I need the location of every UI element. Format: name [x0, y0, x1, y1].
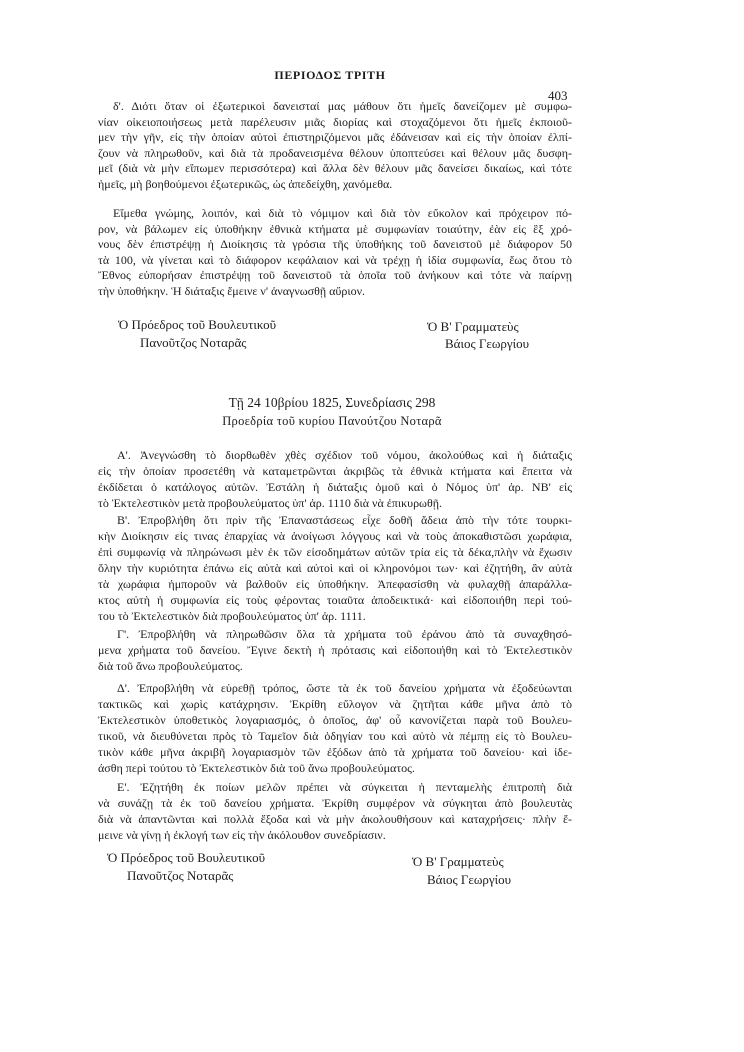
paragraph-line: κτος αὐτὴ ἡ συμφωνία εἰς τοὺς φέροντας τοιαῦτα ἀποδεικτικά· καὶ εἰδοποιήθη περὶ τού-: [98, 593, 572, 607]
paragraph-line: μεν τὴν γῆν, εἰς τὴν ὁποίαν αὐτοὶ ἐπιστηριζόμενοι μᾶς ἐδάνεισαν καὶ εἰς τὴν ὁποίαν ἐλπί-: [98, 130, 572, 144]
paragraph-line: τικὸν κάθε μῆνα ἀκριβῆ λογαριασμὸν τῶν ἐξόδων ἀπὸ τὰ χρήματα τοῦ δανείου· καὶ ἰδε-: [98, 745, 572, 759]
secretary-name: Βάιος Γεωργίου: [427, 872, 512, 887]
paragraph-line: Α'. Ἀνεγνώσθη τὸ διορθωθὲν χθὲς σχέδιον τοῦ νόμου, ἀκολούθως καὶ ἡ διάταξις: [117, 448, 572, 462]
paragraph-alpha: [98, 447, 572, 511]
president-name: Πανοῦτζος Νοταρᾶς: [127, 868, 234, 883]
paragraph-line: ζουν νὰ πληρωθοῦν, καὶ διὰ τὰ προδανεισμένα θέλουν ὑποπτεύσει καὶ θέλουν μᾶς δυσφη-: [98, 145, 572, 160]
paragraph-gamma: [98, 626, 572, 674]
paragraph-line: νὰ συνάζῃ τὰ ἐκ τοῦ δανείου χρήματα. Ἐκρίθη συμφέρον νὰ σύγκηται ἀπὸ βουλευτὰς: [98, 796, 572, 810]
paragraph-line: εἰς τὴν ὁποίαν προσετέθη νὰ καταμετρῶνται ἀκριβῶς τὰ ἐθνικὰ κτήματα καὶ ἔπειτα νὰ: [98, 464, 572, 478]
paragraph-line: τὴν ὑποθήκην. Ἡ διάταξις ἔμεινε ν' ἀναγνωσθῇ αὔριον.: [98, 283, 365, 298]
paragraph-epsilon: [98, 779, 572, 843]
paragraph-line: τακτικῶς καὶ χωρὶς κατάχρησιν. Ἐκρίθη εὔλογον νὰ ζητῆται κάθε μῆνα ἀπὸ τὸ: [98, 697, 572, 711]
paragraph-line: δ'. Διότι ὅταν οἱ ἐξωτερικοὶ δανεισταί μας μάθουν ὅτι ἡμεῖς δανείζομεν μὲ συμφω-: [113, 99, 572, 113]
paragraph-line: άσθη περὶ τούτου τὸ Ἐκτελεστικὸν διὰ τοῦ ἄνω προβουλεύματος.: [98, 761, 415, 775]
session-subheading: Προεδρία τοῦ κυρίου Πανούτζου Νοταρᾶ: [222, 414, 442, 428]
paragraph-line: ἐκδίδεται ὁ κατάλογος αὐτῶν. Ἐστάλη ἡ διάταξις ὁμοῦ καὶ ὁ Νόμος ὑπ' ἀρ. ΝΒ' εἰς: [98, 480, 572, 494]
paragraph-line: κὴν Διοίκησιν εἰς τινας ἐπαρχίας νὰ ἀνοίγωσι λόγγους καὶ νὰ τοὺς ἀποκαθιστῶσι χωράφια,: [98, 529, 572, 543]
paragraph-line: διὰ νὰ ἀπαντῶνται καὶ πολλὰ ἔξοδα καὶ νὰ μὴν ἀκολουθήσουν καὶ καταχρήσεις· πλὴν ἔ-: [98, 812, 572, 826]
paragraph-delta: [98, 99, 572, 192]
paragraph-line: μεινε νὰ γίνῃ ἡ ἐκλογή των εἰς τὴν ἀκόλουθον συνεδρίασιν.: [98, 828, 386, 842]
page-number: 403: [548, 88, 568, 103]
paragraph-line: διὰ τοῦ ἄνω προβουλεύματος.: [98, 659, 243, 673]
paragraph-line: Γ'. Ἐπροβλήθη νὰ πληρωθῶσιν ὅλα τὰ χρήματα τοῦ ἐράνου ἀπὸ τὰ συναχθησό-: [117, 627, 572, 641]
paragraph-line: νίαν οἰκειοποιήσεως μετὰ παρέλευσιν μιᾶς διορίας καὶ στοχαζόμενοι ὅτι ἡμεῖς ἐκποιοῦ-: [98, 114, 572, 129]
paragraph-line: του τὸ Ἐκτελεστικὸν διὰ προβουλεύματος ὑπ' ἀρ. 1111.: [98, 609, 366, 623]
president-name: Πανοῦτζος Νοταρᾶς: [140, 335, 247, 350]
paragraph-line: Δ'. Ἐπροβλήθη νὰ εὑρεθῇ τρόπος, ὥστε τὰ ἐκ τοῦ δανείου χρήματα νὰ ἐξοδεύωνται: [117, 681, 572, 695]
secretary-title: Ὁ Β' Γραμματεὺς: [412, 854, 504, 869]
paragraph-line: Ἔθνος εὐπορήσαν ἐπιστρέψῃ τοῦ δανειστοῦ τὰ ὁποῖα τοῦ ἀνήκουν καὶ τότε νὰ παίρνῃ: [98, 268, 572, 282]
president-title: Ὁ Πρόεδρος τοῦ Βουλευτικοῦ: [118, 317, 277, 332]
paragraph-opinion: [98, 206, 572, 299]
session-heading: Τῇ 24 10βρίου 1825, Συνεδρίασις 298: [228, 395, 436, 410]
paragraph-delta-upper: [98, 680, 572, 776]
paragraph-line: Ε'. Ἐζητήθη ἐκ ποίων μελῶν πρέπει νὰ σύγκειται ἡ πενταμελὴς ἐπιτροπὴ διὰ: [117, 780, 572, 794]
paragraph-line: ρον, νὰ βάλωμεν εἰς ὑποθήκην ἐθνικὰ κτήματα μὲ συμφωνίαν τοιαύτην, ἐὰν εἰς ἓξ χρό-: [98, 221, 572, 236]
paragraph-line: Β'. Ἐπροβλήθη ὅτι πρὶν τῆς Ἐπαναστάσεως εἶχε δοθῆ ἄδεια ἀπὸ τὴν τότε τουρκι-: [117, 513, 572, 527]
paragraph-line: ἐπὶ συμφωνίᾳ νὰ πληρώνωσι μὲν ἐκ τῶν εἰσοδημάτων αὐτῶν τρία εἰς τὰ δέκα,πλὴν νὰ ἔχωσιν: [98, 545, 572, 559]
paragraph-beta: [98, 512, 572, 624]
paragraph-line: νους δὲν ἐπιστρέψῃ ἡ Διοίκησις τὰ γρόσια τῆς ὑποθήκης τοῦ δανειστοῦ μὲ διάφορον 50: [98, 237, 572, 251]
paragraph-line: ἡμεῖς, μὴ βοηθούμενοι ἐξωτερικῶς, ὡς ἀπεδείχθη, χανόμεθα.: [98, 176, 393, 191]
paragraph-line: τὸ Ἐκτελεστικὸν μετὰ προβουλεύματος ὑπ' ἀρ. 1110 διὰ νὰ ἐπικυρωθῇ.: [98, 496, 442, 510]
running-head: ΠΕΡΙΟΔΟΣ ΤΡΙΤΗ: [274, 68, 386, 82]
paragraph-line: τὰ χωράφια ἠμποροῦν νὰ βαλθοῦν εἰς ὑποθήκην. Ἀπεφασίσθη νὰ φυλαχθῇ ἀπαράλλα-: [98, 577, 572, 591]
paragraph-line: Εἴμεθα γνώμης, λοιπόν, καὶ διὰ τὸ νόμιμον καὶ διὰ τὸν εὔκολον καὶ πρόχειρον πό-: [113, 206, 572, 220]
paragraph-line: τικοῦ, νὰ διευθύνεται πρὸς τὸ Ταμεῖον διὰ ὁδηγίαν του καὶ αὐτὸ νὰ πέμπῃ εἰς τὸ Βουλευ-: [98, 729, 572, 743]
paragraph-line: μεῖ (διὰ νὰ μὴν εἴπωμεν περισσότερα) καὶ ἄλλα δὲν θέλουν μᾶς δανείσει δικαίως, καὶ τότε: [98, 161, 572, 175]
secretary-name: Βάιος Γεωργίου: [445, 336, 530, 351]
president-title: Ὁ Πρόεδρος τοῦ Βουλευτικοῦ: [107, 850, 266, 865]
paragraph-line: Ἐκτελεστικὸν ὑποθετικὸς λογαριασμός, ὁ ὁποῖος, ἀφ' οὗ κανονίζεται παρὰ τοῦ Βουλευ-: [98, 713, 572, 727]
paragraph-line: μενα χρήματα τοῦ δανείου. Ἔγινε δεκτὴ ἡ πρότασις καὶ εἰδοποιήθη καὶ τὸ Ἐκτελεστικὸν: [98, 643, 572, 657]
paragraph-line: τὰ 100, νὰ γίνεται καὶ τὸ διάφορον κεφάλαιον καὶ νὰ τρέχῃ ἡ ἰδία συμφωνία, ἕως ὅτου τὸ: [98, 252, 572, 267]
secretary-title: Ὁ Β' Γραμματεὺς: [427, 319, 519, 334]
paragraph-line: ὅλην τὴν κυριότητα ἐπάνω εἰς αὐτὰ καὶ αὐτοὶ καὶ οἱ κληρονόμοι των· καὶ ἐζητήθη, ἂν αὐτὰ: [98, 561, 572, 575]
